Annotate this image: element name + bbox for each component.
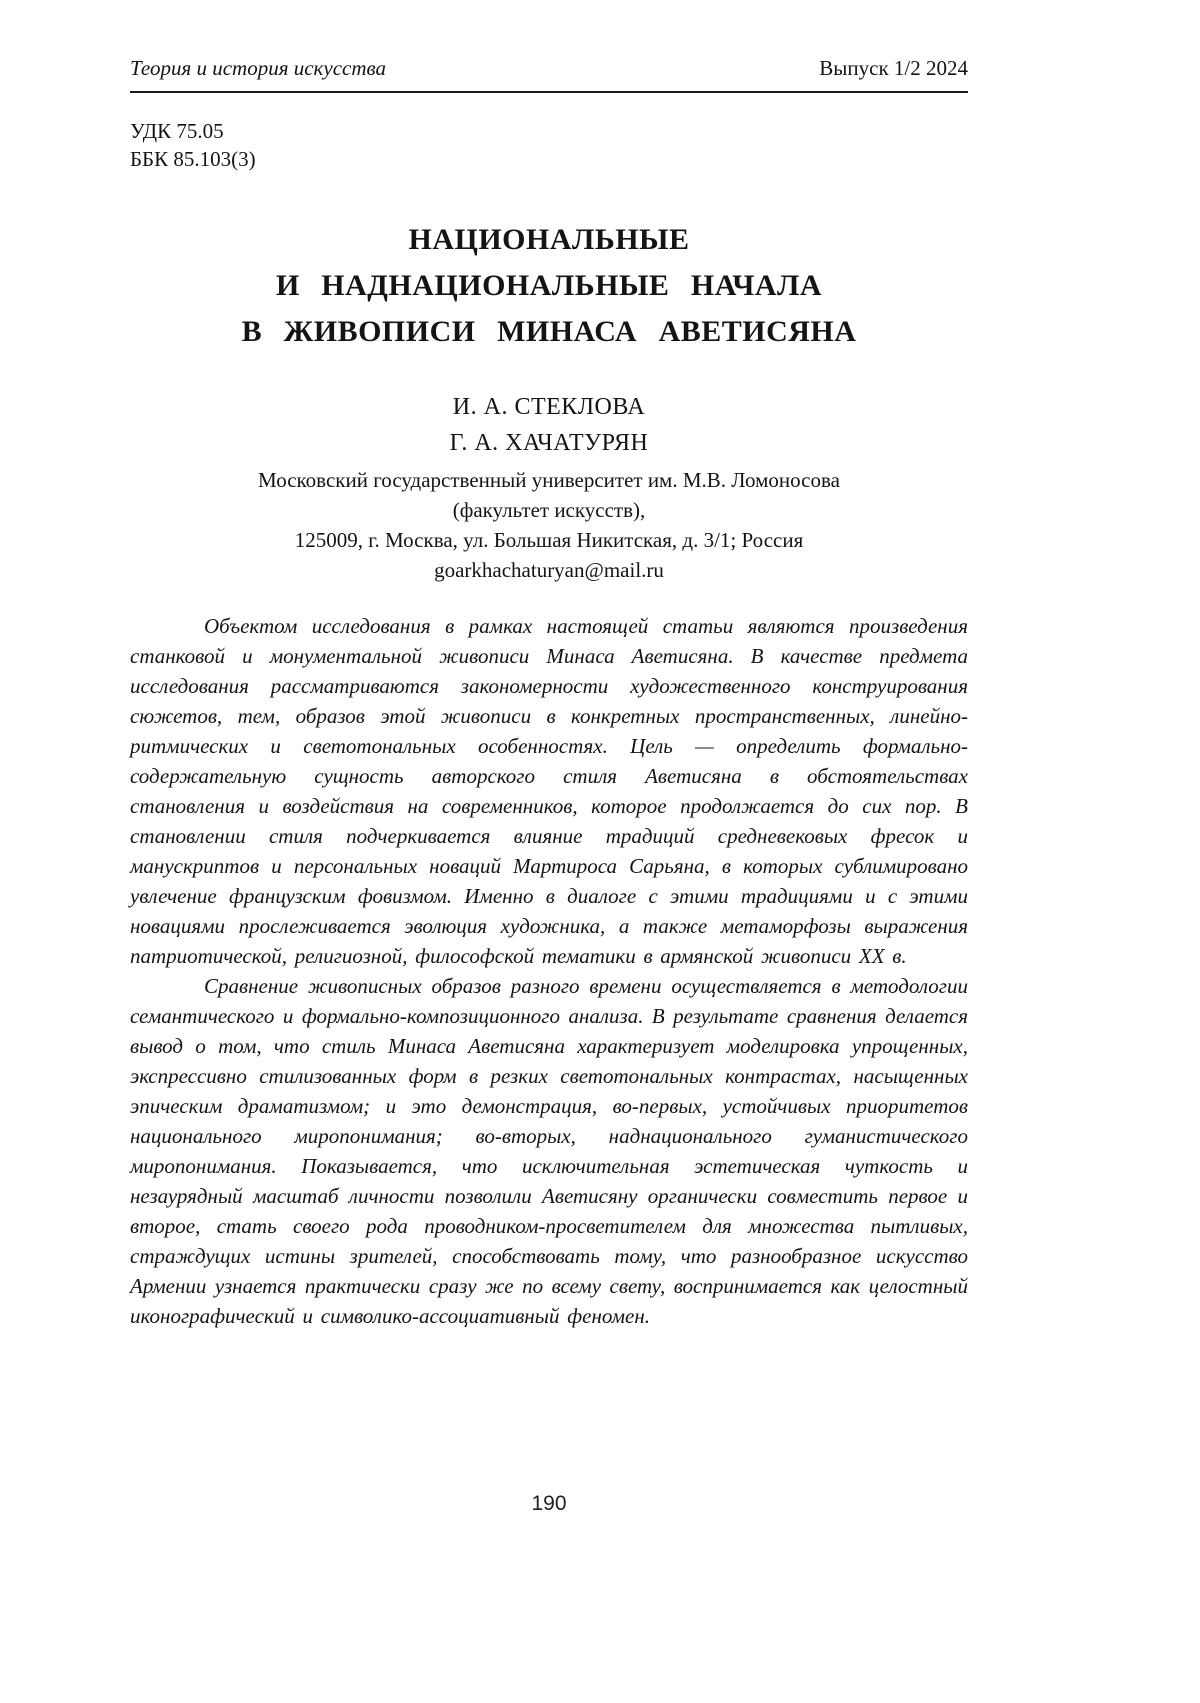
udk-code: УДК 75.05 [130, 119, 224, 143]
abstract-block [130, 611, 968, 1331]
page-content [130, 56, 968, 1331]
affiliation-address: 125009, г. Москва, ул. Большая Никитская, д. 3/1; Россия [294, 528, 804, 552]
authors-block [130, 389, 968, 461]
issue-label: Выпуск 1/2 2024 [819, 56, 968, 80]
page-number: 190 [531, 1492, 567, 1515]
author-email: goarkhachaturyan@mail.ru [434, 558, 664, 582]
abstract-paragraph-1: Объектом исследования в рамках настоящей статьи являются произведения станковой и монументальной живописи Минаса Аветисяна. В качестве предмета исследования рассматриваются закономерности художественного конструирования сюжетов, тем, образов этой живописи в конкретных пространственных, линейно-ритмических и светотональных особенностях. Цель — определить формально-содержательную сущность авторского стиля Аветисяна в обстоятельствах становления и воздействия на современников, которое продолжается до сих пор. В становлении стиля подчеркивается влияние традиций средневековых фресок и манускриптов и персональных новаций Мартироса Сарьяна, в которых сублимировано увлечение французским фовизмом. Именно в диалоге с этими традициями и с этими новациями прослеживается эволюция художника, а также метаморфозы выражения патриотической, религиозной, философской тематики в армянской живописи XX в. [130, 614, 968, 968]
running-head [130, 56, 968, 81]
affiliation-block [130, 465, 968, 585]
bbk-code: ББК 85.103(3) [130, 147, 256, 171]
author-name: Г. А. ХАЧАТУРЯН [449, 430, 649, 456]
article-title [130, 217, 968, 355]
article-title-line-2: И НАДНАЦИОНАЛЬНЫЕ НАЧАЛА [275, 269, 823, 302]
author-name: И. А. СТЕКЛОВА [452, 394, 646, 420]
journal-section-title: Теория и история искусства [130, 56, 386, 80]
article-title-line-3: В ЖИВОПИСИ МИНАСА АВЕТИСЯНА [241, 315, 857, 348]
affiliation-faculty: (факультет искусств), [452, 498, 646, 522]
header-rule [130, 91, 968, 93]
affiliation-institution: Московский государственный университет им. М.В. Ломоносова [258, 468, 840, 492]
article-title-line-1: НАЦИОНАЛЬНЫЕ [408, 223, 690, 256]
classification-block [130, 117, 968, 173]
abstract-paragraph-2: Сравнение живописных образов разного времени осуществляется в методологии семантического и формально-композиционного анализа. В результате сравнения делается вывод о том, что стиль Минаса Аветисяна характеризует моделировка упрощенных, экспрессивно стилизованных форм в резких светотональных контрастах, насыщенных эпическим драматизмом; и это демонстрация, во-первых, устойчивых приоритетов национального миропонимания; во-вторых, наднационального гуманистического миропонимания. Показывается, что исключительная эстетическая чуткость и незаурядный масштаб личности позволили Аветисяну органически совместить первое и второе, стать своего рода проводником-просветителем для множества пытливых, страждущих истины зрителей, способствовать тому, что разнообразное искусство Армении узнается практически сразу же по всему свету, воспринимается как целостный иконографический и символико-ассоциативный феномен. [130, 974, 968, 1328]
